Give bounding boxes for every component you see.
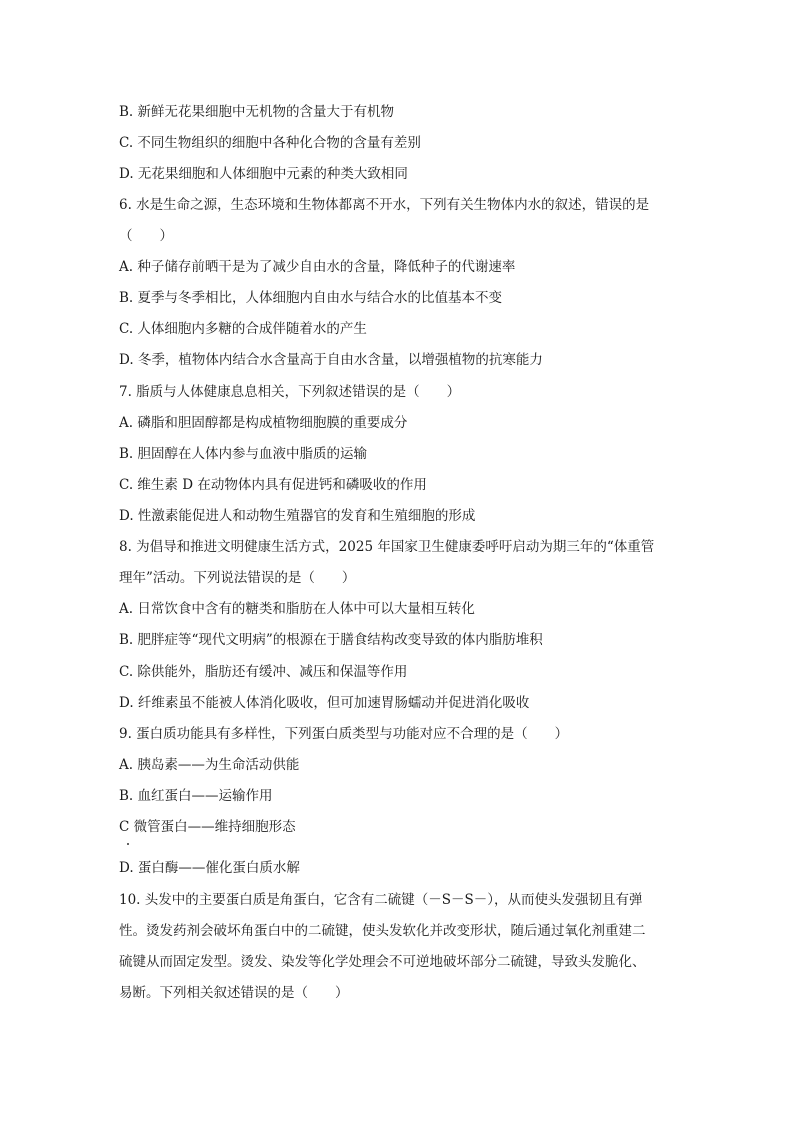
option-5d: D. 无花果细胞和人体细胞中元素的种类大致相同 [119,166,408,182]
option-7b: B. 胆固醇在人体内参与血液中脂质的运输 [119,446,368,462]
question-8-stem-cont: 理年”活动。下列说法错误的是（ ） [119,570,356,586]
question-10-stem-cont-1: 性。烫发药剂会破坏角蛋白中的二硫键，使头发软化并改变形状，随后通过氧化剂重建二 [119,923,646,939]
option-8b: B. 肥胖症等“现代文明病”的根源在于膳食结构改变导致的体内脂肪堆积 [119,632,543,648]
option-7a: A. 磷脂和胆固醇都是构成植物细胞膜的重要成分 [119,415,408,431]
option-6c: C. 人体细胞内多糖的合成伴随着水的产生 [119,321,367,337]
question-9-stem: 9. 蛋白质功能具有多样性，下列蛋白质类型与功能对应不合理的是（ ） [119,726,569,742]
option-9a: A. 胰岛素——为生命活动供能 [119,757,300,773]
option-7d: D. 性激素能促进人和动物生殖器官的发育和生殖细胞的形成 [119,508,476,524]
option-8d: D. 纤维素虽不能被人体消化吸收，但可加速胃肠蠕动并促进消化吸收 [119,695,530,711]
option-9c: C 微管蛋白——维持细胞形态 [119,819,296,835]
question-7-stem: 7. 脂质与人体健康息息相关，下列叙述错误的是（ ） [119,384,461,400]
option-5b: B. 新鲜无花果细胞中无机物的含量大于有机物 [119,104,395,120]
option-6b: B. 夏季与冬季相比，人体细胞内自由水与结合水的比值基本不变 [119,290,503,306]
option-7c: C. 维生素 D 在动物体内具有促进钙和磷吸收的作用 [119,477,427,493]
option-6d: D. 冬季，植物体内结合水含量高于自由水含量，以增强植物的抗寒能力 [119,352,543,368]
question-8-stem: 8. 为倡导和推进文明健康生活方式，2025 年国家卫生健康委呼吁启动为期三年的“体重管 [119,539,655,555]
option-9d: D. 蛋白酶——催化蛋白质水解 [119,860,300,876]
option-9b: B. 血红蛋白——运输作用 [119,788,273,804]
question-6-stem: 6. 水是生命之源，生态环境和生物体都离不开水，下列有关生物体内水的叙述，错误的是 [119,197,650,213]
option-8a: A. 日常饮食中含有的糖类和脂肪在人体中可以大量相互转化 [119,601,475,617]
option-5c: C. 不同生物组织的细胞中各种化合物的含量有差别 [119,135,421,151]
question-10-stem-cont-3: 易断。下列相关叙述错误的是（ ） [119,985,349,1001]
question-6-blank: （ ） [119,228,173,244]
option-6a: A. 种子储存前晒干是为了减少自由水的含量，降低种子的代谢速率 [119,259,516,275]
stray-dot-mark [127,843,129,845]
question-10-stem-cont-2: 硫键从而固定发型。烫发、染发等化学处理会不可逆地破坏部分二硫键，导致头发脆化、 [119,954,646,970]
question-10-stem: 10. 头发中的主要蛋白质是角蛋白，它含有二硫键（－S－S－），从而使头发强韧且有弹 [119,892,643,908]
option-8c: C. 除供能外，脂肪还有缓冲、减压和保温等作用 [119,664,408,680]
